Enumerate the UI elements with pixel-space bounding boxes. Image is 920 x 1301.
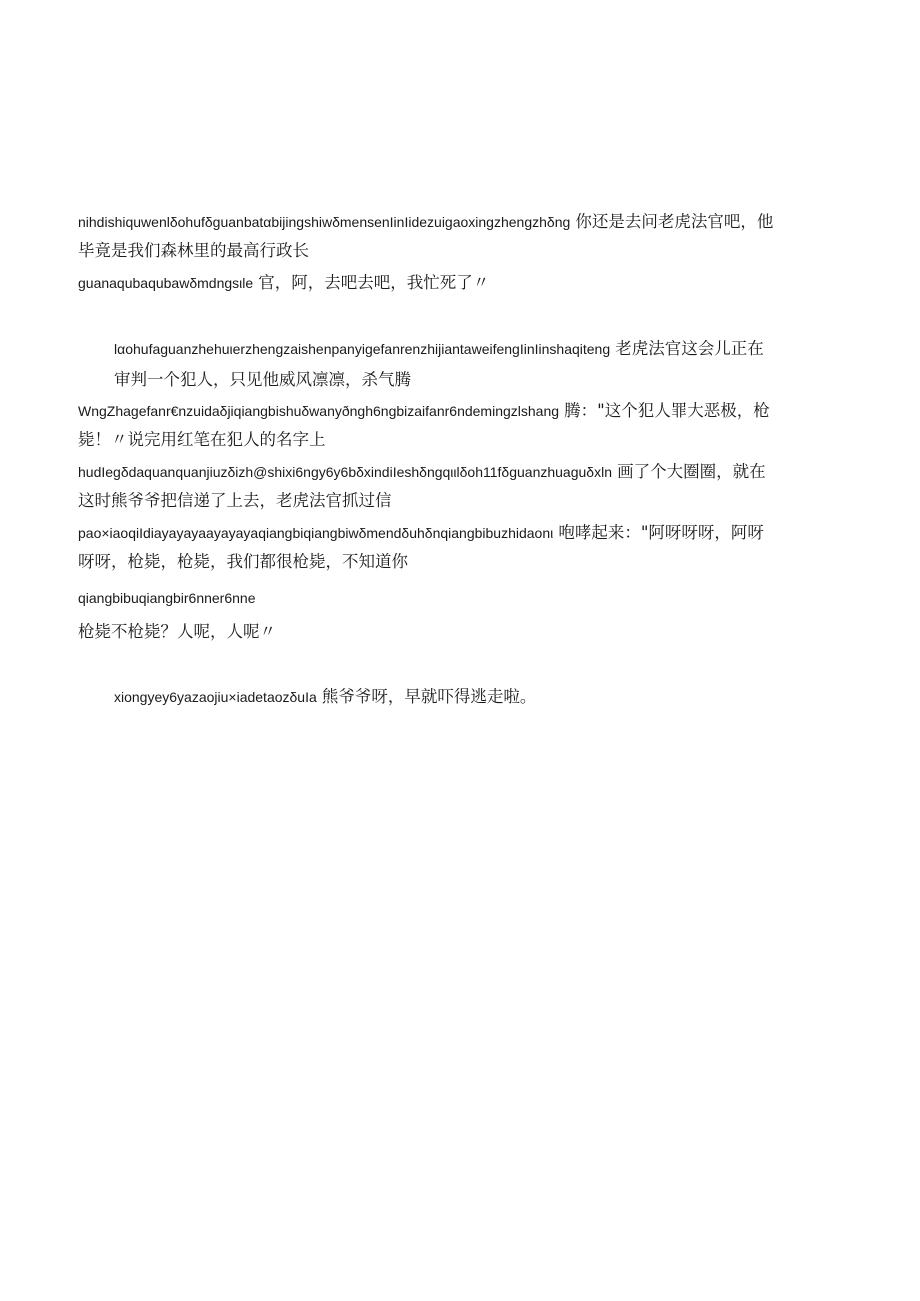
text-line-2 (78, 239, 309, 263)
text-line-1 (78, 210, 773, 234)
text-line-9 (78, 489, 392, 513)
text-line-3 (78, 271, 489, 295)
text-line-6 (78, 399, 770, 423)
chinese-text: 你还是去问老虎法官吧，他 (575, 212, 774, 231)
chinese-text: 审判一个犯人，只见他威风凛凛，杀气腾 (114, 370, 411, 389)
chinese-text: 毙！〃说完用红笔在犯人的名字上 (78, 430, 326, 449)
chinese-text: 呀呀，枪毙，枪毙，我们都很枪毙，不知道你 (78, 552, 408, 571)
chinese-text: 老虎法官这会儿正在 (615, 339, 764, 358)
text-line-11 (78, 550, 408, 574)
pinyin-text: nihdishiquwenlδohufδguanbatαbijingshiwδmensenIinIidezuigaoxingzhengzhδng (78, 214, 571, 230)
chinese-text: 这时熊爷爷把信递了上去，老虎法官抓过信 (78, 491, 392, 510)
text-line-7 (78, 428, 326, 452)
text-line-12 (78, 586, 256, 610)
text-line-4 (114, 337, 764, 361)
pinyin-text: pao×iaoqiIdiayayayaayayayaqiangbiqiangbiwδmendδuhδnqiangbibuzhidaonι (78, 525, 554, 541)
chinese-text: 画了个大圈圈，就在 (617, 462, 766, 481)
pinyin-text: lαohufaguanzhehuιerzhengzaishenpanyigefanrenzhijiantaweifengIinIinshaqiteng (114, 341, 611, 357)
text-line-13 (78, 620, 276, 644)
chinese-text: 官，阿，去吧去吧，我忙死了〃 (258, 273, 490, 292)
text-line-14 (114, 685, 536, 709)
text-line-5 (114, 368, 411, 392)
chinese-text: 枪毙不枪毙？人呢，人呢〃 (78, 622, 276, 641)
pinyin-text: xiongyey6yazaojiu×iadetaozδuIa (114, 689, 317, 705)
pinyin-text: WngZhagefanr€nzuidaδjiqiangbishuδwanyðngh6ngbizaifanr6ndemingzlshang (78, 403, 560, 419)
chinese-text: 腾："这个犯人罪大恶极，枪 (564, 401, 770, 420)
pinyin-text: hudIegδdaquanquanjiuzδizh@shixi6ngy6y6bδxindiIeshδngqιιlδoh11fδguanzhuaguδxln (78, 464, 612, 480)
chinese-text: 毕竟是我们森林里的最高行政长 (78, 241, 309, 260)
pinyin-text: qiangbibuqiangbir6nner6nne (78, 590, 256, 606)
text-line-8 (78, 460, 766, 484)
chinese-text: 咆哮起来："阿呀呀呀，阿呀 (558, 523, 764, 542)
pinyin-text: guanaqubaqubawδmdngsιle (78, 275, 254, 291)
chinese-text: 熊爷爷呀，早就吓得逃走啦。 (321, 687, 537, 706)
text-line-10 (78, 521, 764, 545)
